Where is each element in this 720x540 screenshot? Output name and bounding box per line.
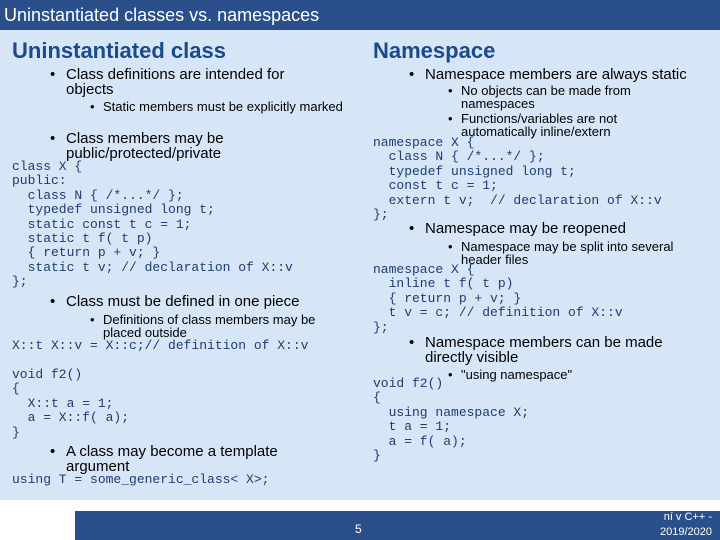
right-code-namespace-declaration: namespace X { class N { /*...*/ }; typedef unsigned long t; const t c = 1; extern t v; // declaration of X::v }; xyxy=(373,135,662,223)
left-bullet-class-members-access: • Class members may be public/protected/private xyxy=(66,131,296,161)
right-bullet-directly-visible: • Namespace members can be made directly visible xyxy=(425,335,675,365)
footer-bar xyxy=(75,511,720,540)
left-bullet-template-argument: • A class may become a template argument xyxy=(66,444,316,474)
footer-course-line1: ní v C++ - xyxy=(663,511,712,523)
right-subbullet-not-inline: • Functions/variables are not automatically inline/extern xyxy=(461,112,661,138)
right-code-function-f2: void f2() { using namespace X; t a = 1; a = f( a); } xyxy=(373,376,530,464)
left-code-class-definition: class X { public: class N { /*...*/ }; typedef unsigned long t; static const t c = 1; static t f( t p) { return p + v; } static t v; // declaration of X::v }; xyxy=(12,159,293,290)
left-bullet-class-definitions: • Class definitions are intended for objects xyxy=(66,67,336,97)
left-bullet-one-piece: • Class must be defined in one piece xyxy=(66,294,356,309)
left-column-heading: Uninstantiated class xyxy=(12,38,226,63)
right-subbullet-no-objects: • No objects can be made from namespaces xyxy=(461,84,661,110)
right-bullet-always-static: • Namespace members are always static xyxy=(425,67,705,82)
left-subbullet-static-members: • Static members must be explicitly marked xyxy=(103,100,343,113)
footer-course-line2: 2019/2020 xyxy=(660,526,712,538)
right-bullet-reopened: • Namespace may be reopened xyxy=(425,221,705,236)
page-number: 5 xyxy=(355,522,362,536)
left-code-using-alias: using T = some_generic_class< X>; xyxy=(12,472,270,487)
right-subbullet-split-headers: • Namespace may be split into several header files xyxy=(461,240,691,266)
left-code-function-f2: void f2() { X::t a = 1; a = X::f( a); } xyxy=(12,367,130,440)
right-code-namespace-reopen: namespace X { inline t f( t p) { return p + v; } t v = c; // definition of X::v }; xyxy=(373,262,623,335)
right-column-heading: Namespace xyxy=(373,38,496,63)
slide-title: Uninstantiated classes vs. namespaces xyxy=(0,0,720,30)
right-subbullet-using-namespace: • "using namespace" xyxy=(461,368,661,381)
left-subbullet-definitions-outside: • Definitions of class members may be placed outside xyxy=(103,313,353,339)
footer-course-label xyxy=(660,510,712,540)
left-code-static-definition: X::t X::v = X::c;// definition of X::v xyxy=(12,338,309,353)
